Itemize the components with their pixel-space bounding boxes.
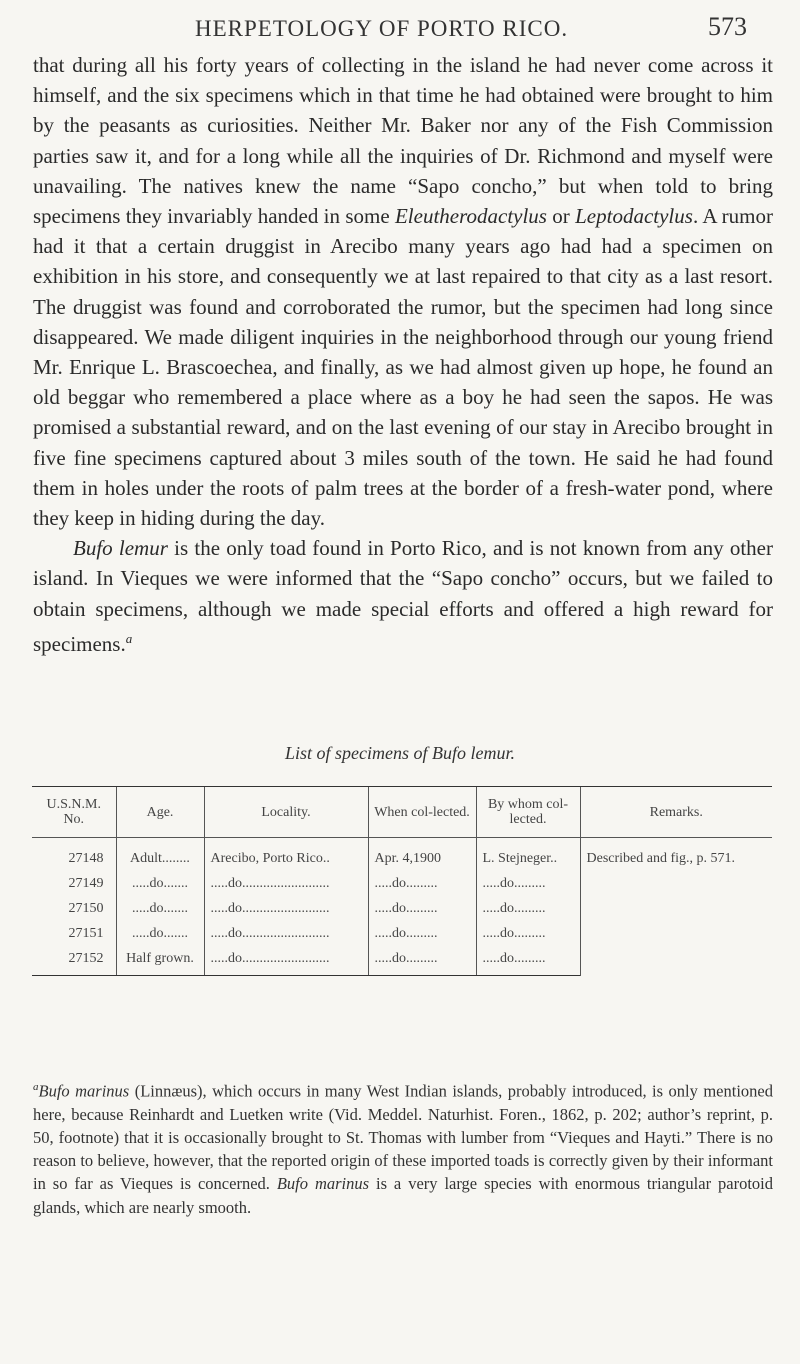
page-number: 573 [708, 12, 747, 41]
cell-by-whom: .....do......... [476, 946, 580, 976]
running-title: HERPETOLOGY OF PORTO RICO. [195, 16, 569, 41]
cell-by-whom: L. Stejneger.. [476, 838, 580, 872]
cell-when: .....do......... [368, 921, 476, 946]
cell-locality: .....do......................... [204, 896, 368, 921]
footnote-text-b: is a very large species with enormous triangular parotoid glands, which are nearly smooth. [33, 1174, 773, 1217]
cell-no: 27150 [68, 901, 104, 916]
cell-when: Apr. 4,1900 [368, 838, 476, 872]
col-header-remarks: Remarks. [580, 787, 772, 838]
paragraph-1-text-a: that during all his forty years of collecting in the island he had never come across it himself, and the six specimens which in that time he had obtained were brought to him by the peasants as curiosities. Neither Mr. Baker nor any of the Fish Commission parties saw it, and for a long while all the inquiries of Dr. Richmond and myself were unavailing. The natives knew the name “Sapo concho,” but when told to bring specimens they invariably handed in some [33, 53, 773, 229]
cell-age: .....do....... [116, 921, 204, 946]
cell-locality: .....do......................... [204, 921, 368, 946]
footnote-species-1: Bufo marinus [38, 1081, 130, 1101]
cell-by-whom: .....do......... [476, 896, 580, 921]
cell-when: .....do......... [368, 871, 476, 896]
specimens-table [32, 786, 772, 976]
cell-no: 27152 [32, 946, 116, 976]
table-title: List of specimens of Bufo lemur. [285, 743, 515, 763]
genus-eleutherodactylus: Eleutherodactylus [394, 204, 547, 229]
col-header-age: Age. [116, 787, 204, 838]
cell-locality: .....do......................... [204, 946, 368, 976]
paragraph-1-text-b: . A rumor had it that a certain druggist in Arecibo many years ago had had a specimen on exhibition in his store, and consequently we at last repaired to that city as a last resort. The druggist was found and corroborated the rumor, but the specimen had long since disappeared. We made diligent inquiries in the neighborhood through our young friend Mr. Enrique L. Brascoechea, and finally, as we had almost given up hope, he found an old beggar who remembered a place where as a boy he had seen the sapos. He was promised a substantial reward, and on the last evening of our stay in Arecibo brought in five fine specimens captured about 3 miles south of the town. He said he had found them in holes under the roots of palm trees at the border of a fresh-water pond, where they keep in hiding during the day. [33, 204, 773, 531]
cell-no: 27148 [68, 851, 104, 866]
col-header-by-whom: By whom col-lected. [476, 787, 580, 838]
cell-by-whom: .....do......... [476, 871, 580, 896]
cell-locality: Arecibo, Porto Rico.. [204, 838, 368, 872]
body-text [33, 50, 773, 659]
paragraph-1 [33, 50, 773, 533]
footnote-species-2: Bufo marinus [276, 1174, 370, 1194]
cell-locality: .....do......................... [204, 871, 368, 896]
genus-leptodactylus: Leptodactylus [575, 204, 693, 229]
cell-no: 27151 [68, 926, 104, 941]
cell-age: .....do....... [116, 871, 204, 896]
cell-age: Adult........ [116, 838, 204, 872]
paragraph-2 [33, 533, 773, 659]
cell-when: .....do......... [368, 896, 476, 921]
paragraph-2-text: is the only toad found in Porto Rico, and is not known from any other island. In Vieques we were informed that the “Sapo concho” occurs, but we failed to obtain specimens, although we made special efforts and offered a high reward for specimens. [33, 536, 773, 656]
cell-no: 27149 [68, 876, 104, 891]
cell-age: .....do....... [116, 896, 204, 921]
footnote-ref: a [125, 630, 133, 646]
species-bufo-lemur: Bufo lemur [73, 536, 168, 561]
col-header-usnm-no: U.S.N.M. No. [32, 787, 116, 838]
col-header-when-collected: When col-lected. [368, 787, 476, 838]
paragraph-1-or: or [546, 204, 576, 229]
cell-age: Half grown. [116, 946, 204, 976]
footnote-marker: a [33, 1081, 39, 1093]
cell-remarks: Described and fig., p. 571. [580, 838, 772, 976]
table-header-row [32, 787, 772, 838]
footnote [33, 1076, 773, 1219]
table-row [32, 838, 772, 872]
footnote-text-a: (Linnæus), which occurs in many West Indian islands, probably introduced, is only mentioned here, because Reinhardt and Luetken write (Vid. Meddel. Naturhist. Foren., 1862, p. 202; author’s reprint, p. 50, footnote) that it is occasionally brought to St. Thomas with lumber from “Vieques and Hayti.” There is no reason to believe, however, that the reported origin of these imported toads is correctly given by their informant in so far as Vieques is concerned. [33, 1081, 773, 1194]
cell-by-whom: .....do......... [476, 921, 580, 946]
running-head [0, 10, 800, 46]
cell-when: .....do......... [368, 946, 476, 976]
col-header-locality: Locality. [204, 787, 368, 838]
